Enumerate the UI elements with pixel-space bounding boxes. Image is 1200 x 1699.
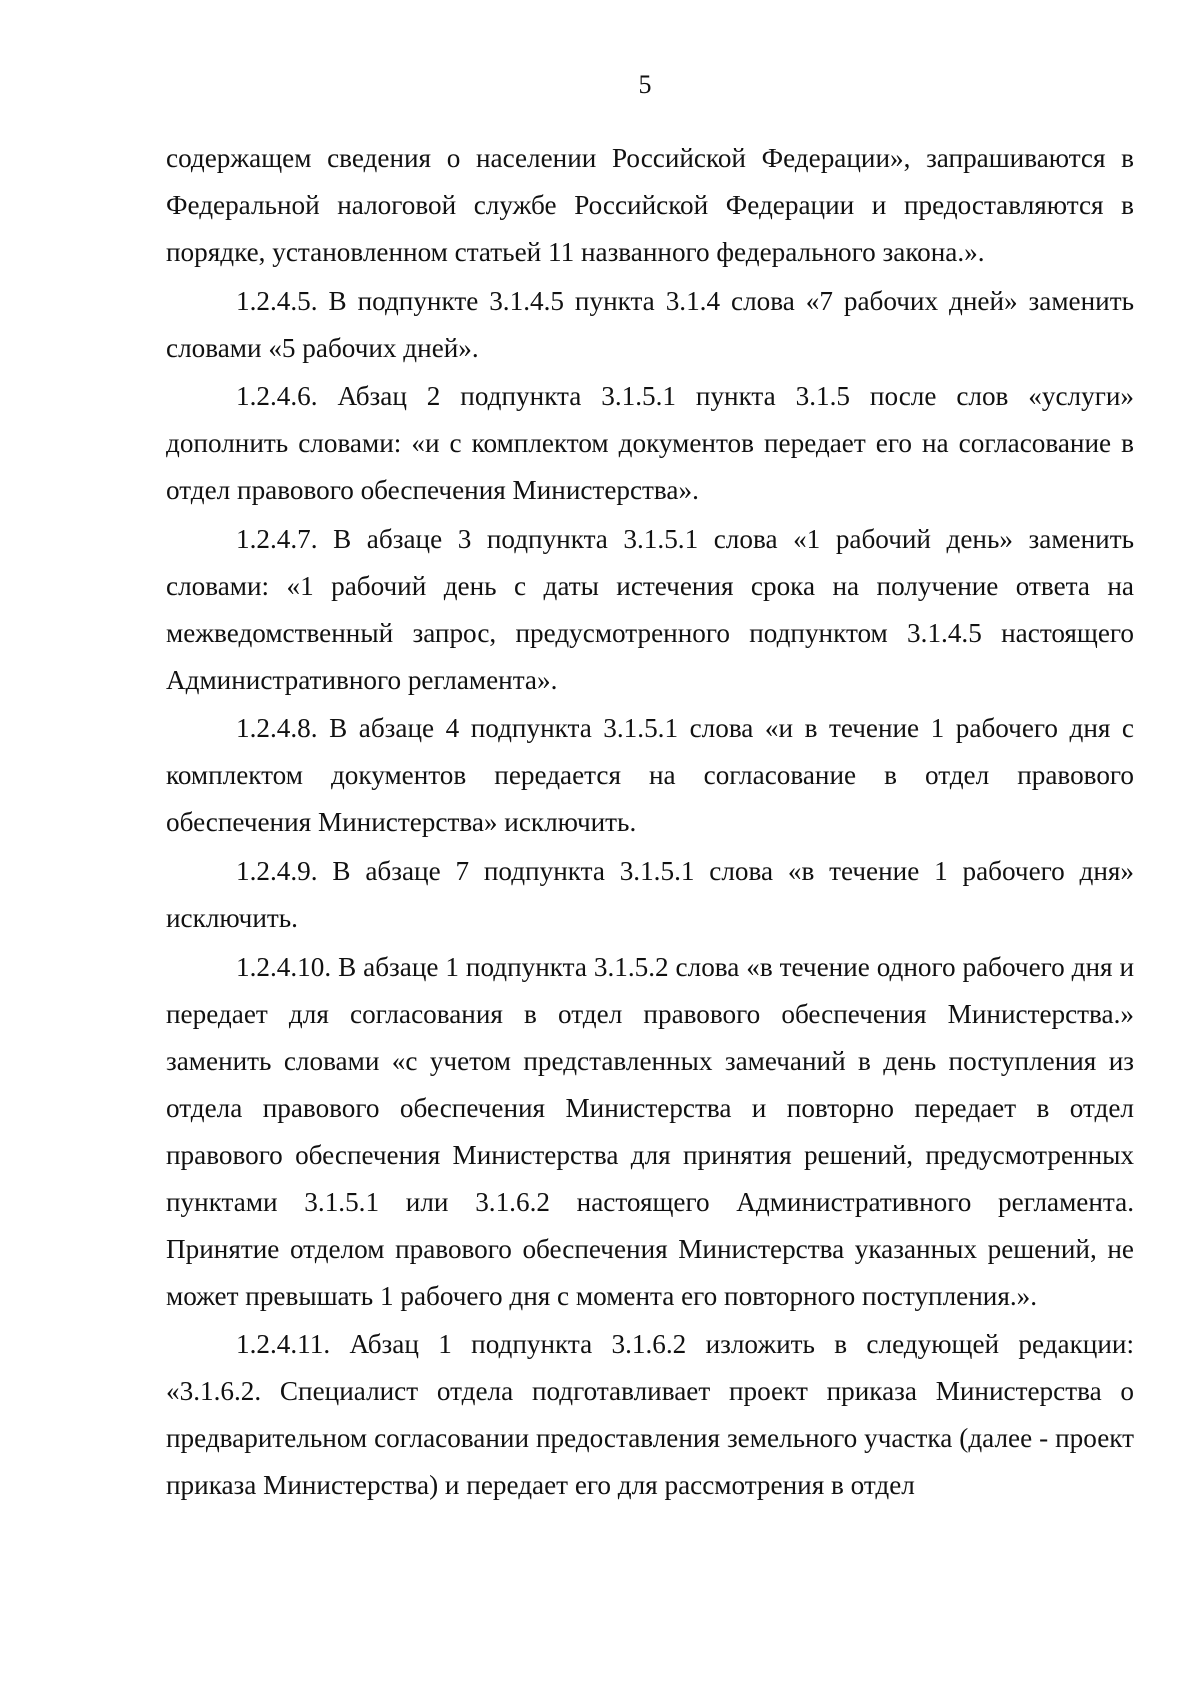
- paragraph-continuation: содержащем сведения о населении Российской Федерации», запрашиваются в Федеральной налоговой службе Российской Федерации и предоставляются в порядке, установленном статьей 11 названного федерального закона.».: [166, 143, 1134, 267]
- paragraph-1-2-4-10: 1.2.4.10. В абзаце 1 подпункта 3.1.5.2 слова «в течение одного рабочего дня и передает для согласования в отдел правового обеспечения Министерства.» заменить словами «с учетом представленных замечаний в день поступления из отдела правового обеспечения Министерства и повторно передает в отдел правового обеспечения Министерства для принятия решений, предусмотренных пунктами 3.1.5.1 или 3.1.6.2 настоящего Административного регламента. Принятие отделом правового обеспечения Министерства указанных решений, не может превышать 1 рабочего дня с момента его повторного поступления.».: [166, 951, 1134, 1311]
- paragraph-1-2-4-7: 1.2.4.7. В абзаце 3 подпункта 3.1.5.1 слова «1 рабочий день» заменить словами: «1 рабочий день с даты истечения срока на получение ответа на межведомственный запрос, предусмотренного подпунктом 3.1.4.5 настоящего Административного регламента».: [166, 523, 1134, 695]
- document-body: [166, 135, 1134, 1511]
- page-number: 5: [638, 70, 652, 99]
- paragraph-1-2-4-9: 1.2.4.9. В абзаце 7 подпункта 3.1.5.1 слова «в течение 1 рабочего дня» исключить.: [166, 855, 1134, 933]
- paragraph-1-2-4-6: 1.2.4.6. Абзац 2 подпункта 3.1.5.1 пункта 3.1.5 после слов «услуги» дополнить словами: «и с комплектом документов передает его на согласование в отдел правового обеспечения Министерства».: [166, 381, 1134, 506]
- paragraph-1-2-4-8: 1.2.4.8. В абзаце 4 подпункта 3.1.5.1 слова «и в течение 1 рабочего дня с комплектом документов передается на согласование в отдел правового обеспечения Министерства» исключить.: [166, 713, 1134, 838]
- paragraph-1-2-4-11: 1.2.4.11. Абзац 1 подпункта 3.1.6.2 изложить в следующей редакции: «3.1.6.2. Специалист отдела подготавливает проект приказа Министерства о предварительном согласовании предоставления земельного участка (далее - проект приказа Министерства) и передает его для рассмотрения в отдел: [166, 1329, 1134, 1501]
- paragraph-1-2-4-5: 1.2.4.5. В подпункте 3.1.4.5 пункта 3.1.4 слова «7 рабочих дней» заменить словами «5 рабочих дней».: [166, 285, 1134, 363]
